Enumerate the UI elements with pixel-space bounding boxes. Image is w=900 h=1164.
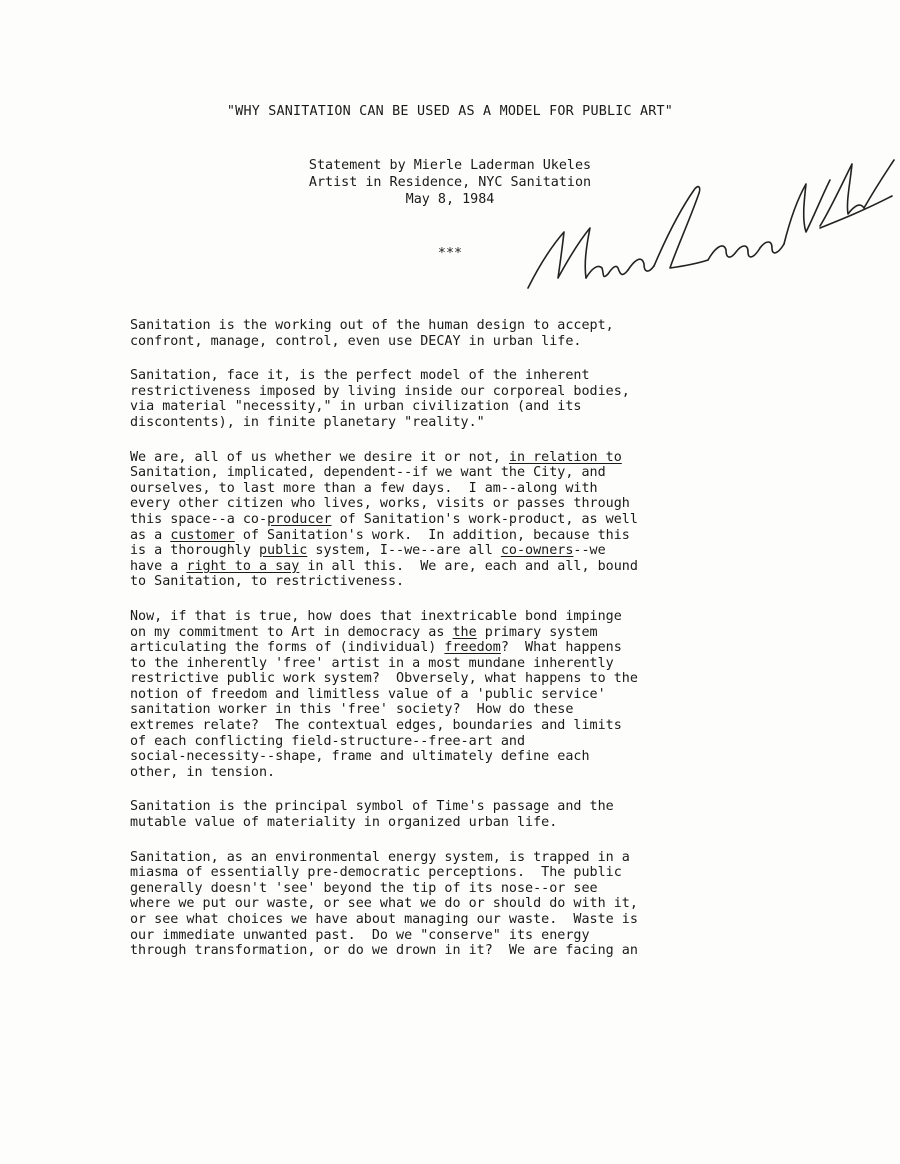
text-line: ourselves, to last more than a few days. I am--along with: [130, 480, 598, 496]
document-title: "WHY SANITATION CAN BE USED AS A MODEL FOR PUBLIC ART": [226, 104, 674, 119]
text-line: or see what choices we have about managing our waste. Waste is: [130, 912, 638, 927]
text-line: confront, manage, control, even use DECAY in urban life.: [130, 333, 582, 349]
byline-date: May 8, 1984: [405, 192, 495, 207]
text-line: other, in tension.: [130, 764, 276, 780]
text-line: Sanitation, as an environmental energy system, is trapped in a: [130, 849, 630, 865]
underlined-text: co-owners: [500, 543, 574, 559]
paragraph: [130, 450, 810, 590]
text-line: mutable value of materiality in organized urban life.: [130, 815, 558, 831]
text-line: sanitation worker in this 'free' society? How do these: [130, 702, 574, 718]
text-line: Sanitation, implicated, dependent--if we want the City, and: [130, 465, 606, 481]
text-line: Sanitation is the principal symbol of Time's passage and the: [130, 799, 614, 815]
text-line: to Sanitation, to restrictiveness.: [130, 574, 405, 590]
text-line: Sanitation, face it, is the perfect model of the inherent: [130, 368, 590, 384]
text-line: extremes relate? The contextual edges, boundaries and limits: [130, 718, 622, 734]
text-line: notion of freedom and limitless value of a 'public service': [130, 686, 606, 702]
text-line: through transformation, or do we drown in it? We are facing an: [130, 943, 638, 959]
text-line: via material "necessity," in urban civilization (and its: [130, 399, 582, 415]
text-line: restrictiveness imposed by living inside our corporeal bodies,: [130, 383, 630, 399]
text-line: this space--a co-producer of Sanitation's work-product, as well: [130, 511, 638, 527]
text-line: have a right to a say in all this. We are, each and all, bound: [130, 558, 638, 574]
paragraph: [130, 850, 810, 959]
text-line: restrictive public work system? Obversely, what happens to the: [130, 671, 638, 687]
section-separator: ***: [437, 246, 463, 261]
text-line: generally doesn't 'see' beyond the tip of its nose--or see: [130, 880, 598, 896]
underlined-text: right to a say: [186, 558, 300, 574]
text-line: as a customer of Sanitation's work. In addition, because this: [130, 527, 630, 543]
byline-role: Artist in Residence, NYC Sanitation: [308, 175, 592, 190]
handwritten-signature: [520, 140, 900, 300]
text-line: is a thoroughly public system, I--we--are all co-owners--we: [130, 543, 606, 559]
text-line: Now, if that is true, how does that inextricable bond impinge: [130, 608, 622, 624]
underlined-text: customer: [170, 527, 235, 543]
paragraph: [130, 609, 810, 781]
text-line: on my commitment to Art in democracy as the primary system: [130, 624, 598, 640]
paragraph: [130, 368, 810, 430]
text-line: our immediate unwanted past. Do we "conserve" its energy: [130, 927, 590, 943]
text-line: every other citizen who lives, works, visits or passes through: [130, 496, 630, 512]
text-line: Sanitation is the working out of the human design to accept,: [130, 318, 614, 333]
underlined-text: freedom: [444, 640, 501, 656]
underlined-text: the: [452, 624, 477, 640]
text-line: of each conflicting field-structure--free-art and: [130, 733, 526, 749]
text-line: articulating the forms of (individual) freedom? What happens: [130, 640, 622, 656]
byline-author: Statement by Mierle Laderman Ukeles: [308, 158, 592, 173]
paragraph: [130, 799, 810, 830]
text-line: We are, all of us whether we desire it or not, in relation to: [130, 449, 622, 465]
body-text: [130, 318, 810, 978]
text-line: social-necessity--shape, frame and ultimately define each: [130, 749, 590, 765]
underlined-text: public: [259, 543, 308, 559]
text-line: discontents), in finite planetary "reality.": [130, 414, 485, 430]
underlined-text: producer: [267, 511, 332, 527]
text-line: miasma of essentially pre-democratic perceptions. The public: [130, 865, 622, 881]
text-line: where we put our waste, or see what we do or should do with it,: [130, 896, 638, 912]
underlined-text: in relation to: [508, 449, 622, 465]
text-line: to the inherently 'free' artist in a most mundane inherently: [130, 655, 614, 671]
paragraph: [130, 318, 810, 349]
